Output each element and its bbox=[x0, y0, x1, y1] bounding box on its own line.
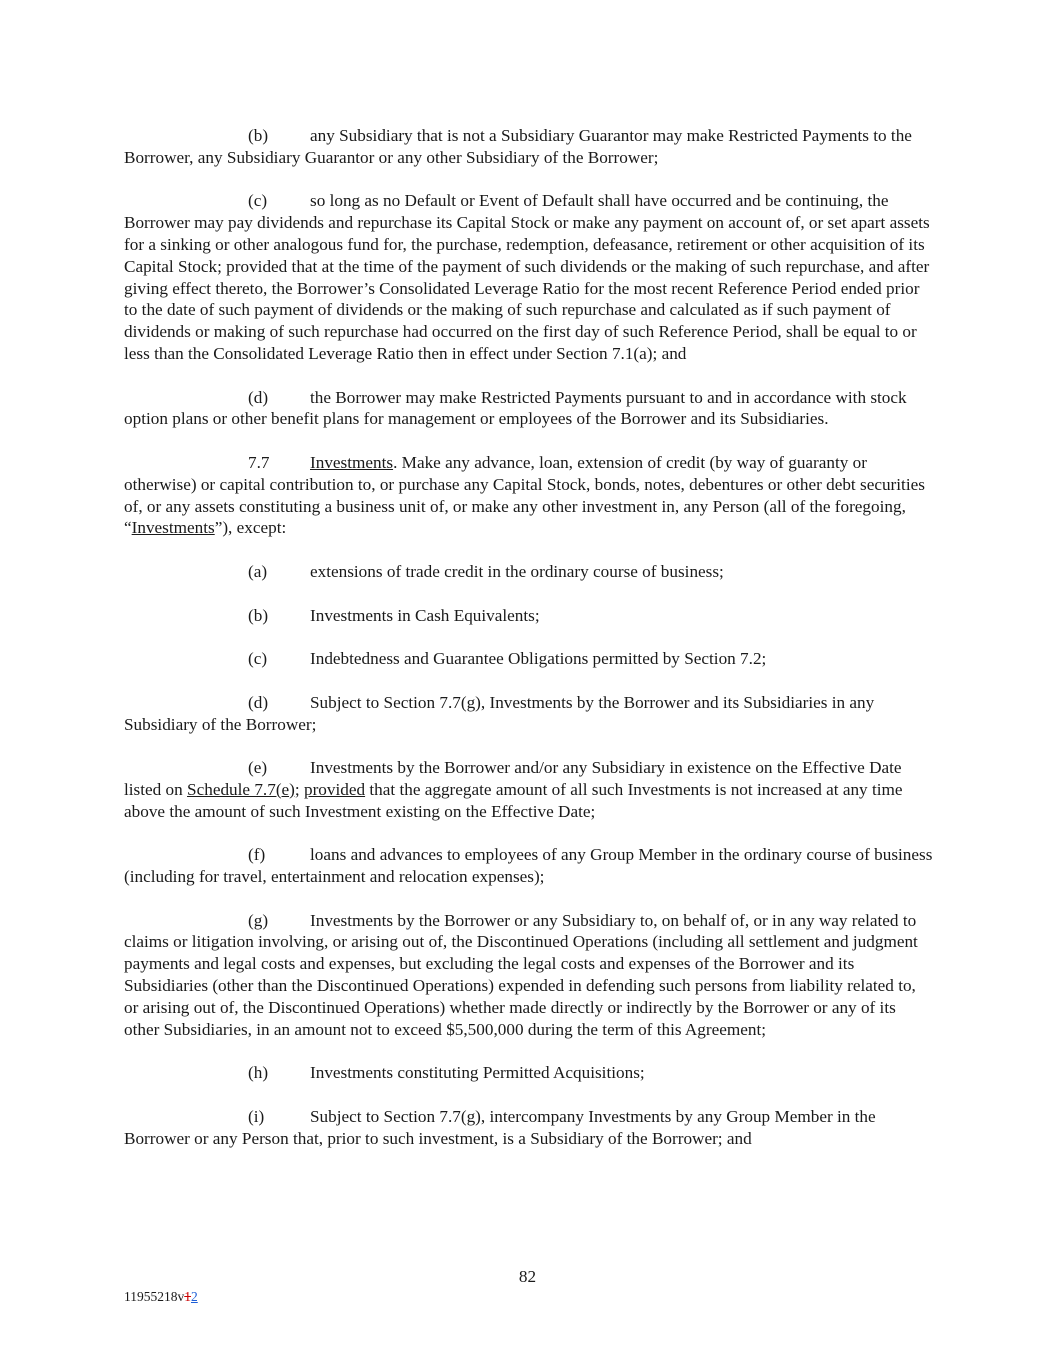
item-f bbox=[124, 844, 934, 888]
item-label: (g) bbox=[248, 910, 269, 930]
item-label: (i) bbox=[248, 1106, 265, 1126]
item-d bbox=[124, 692, 934, 736]
paragraph-text: any Subsidiary that is not a Subsidiary Guarantor may make Restricted Payments to the Borrower, any Subsidiary Guarantor or any other Subsidiary of the Borrower; bbox=[124, 126, 912, 167]
item-b bbox=[124, 605, 934, 627]
section-intro-end: ”), except: bbox=[214, 518, 287, 538]
item-text: Investments by the Borrower and/or any Subsidiary in existence on the Effective Date listed on bbox=[124, 758, 902, 799]
item-text: Indebtedness and Guarantee Obligations permitted by Section 7.2; bbox=[310, 649, 767, 669]
item-text: extensions of trade credit in the ordinary course of business; bbox=[310, 561, 724, 581]
deleted-version: 1 bbox=[184, 1289, 191, 1304]
paragraph-c bbox=[124, 190, 934, 364]
item-label: (a) bbox=[248, 561, 268, 581]
paragraph-text: the Borrower may make Restricted Payments pursuant to and in accordance with stock option plans or other benefit plans for management or employees of the Borrower and its Subsidiaries. bbox=[124, 387, 907, 429]
doc-id-prefix: 11955218v bbox=[124, 1289, 185, 1304]
document-page bbox=[124, 125, 934, 1171]
paragraph-label: (c) bbox=[248, 191, 268, 211]
section-7-7 bbox=[124, 452, 934, 539]
provided-term: provided bbox=[303, 779, 366, 799]
item-i bbox=[124, 1106, 934, 1150]
item-text-continued: that the aggregate amount of all such Investments is not increased at any time above the amount of such Investment existing on the Effective Date; bbox=[124, 779, 903, 821]
item-label: (e) bbox=[248, 758, 268, 778]
item-text: Subject to Section 7.7(g), intercompany Investments by any Group Member in the Borrower or any Person that, prior to such investment, is a Subsidiary of the Borrower; and bbox=[124, 1106, 876, 1148]
item-text: loans and advances to employees of any Group Member in the ordinary course of business (including for travel, entertainment and relocation expenses); bbox=[124, 845, 933, 887]
item-h bbox=[124, 1062, 934, 1084]
item-e bbox=[124, 757, 934, 822]
item-text: Investments in Cash Equivalents; bbox=[310, 605, 540, 625]
paragraph-d bbox=[124, 387, 934, 431]
page-number: 82 bbox=[518, 1267, 537, 1286]
section-heading: Investments bbox=[310, 452, 394, 472]
paragraph-text: so long as no Default or Event of Default shall have occurred and be continuing, the Borrower may pay dividends and repurchase its Capital Stock or make any payment on account of, or set apart assets for a sinking or other analogous fund for, the purchase, redemption, defeasance, retirement or other acquisition of its Capital Stock; provided that at the time of the payment of such dividends or the making of such repurchase, and after giving effect thereto, the Borrower’s Consolidated Leverage Ratio for the most recent Reference Period ended prior to the date of such payment of dividends or the making of such repurchase and calculated as if such payment of dividends or making of such repurchase had occurred on the first day of such Reference Period, shall be equal to or less than the Consolidated Leverage Ratio then in effect under Section 7.1(a); and bbox=[124, 191, 930, 363]
item-text: Investments constituting Permitted Acquisitions; bbox=[310, 1063, 645, 1083]
item-label: (f) bbox=[248, 845, 266, 865]
defined-term: Investments bbox=[131, 518, 215, 538]
item-label: (d) bbox=[248, 692, 269, 712]
section-intro-text: . Make any advance, loan, extension of credit (by way of guaranty or otherwise) or capital contribution to, or purchase any Capital Stock, bonds, notes, debentures or other debt securities of, or any assets constituting a business unit of, or make any other investment in, any Person (all of the foregoing, “ bbox=[124, 452, 925, 538]
section-number: 7.7 bbox=[248, 452, 270, 472]
document-id bbox=[124, 1286, 198, 1308]
item-c bbox=[124, 648, 934, 670]
paragraph-b bbox=[124, 125, 934, 169]
item-a bbox=[124, 561, 934, 583]
paragraph-label: (d) bbox=[248, 387, 269, 407]
item-text: Investments by the Borrower or any Subsidiary to, on behalf of, or in any way related to claims or litigation involving, or arising out of, the Discontinued Operations (including all settlement and judgment payments and legal costs and expenses, but excluding the legal costs and expenses of the Borrower and its Subsidiaries (other than the Discontinued Operations) expended in defending such persons from liability related to, or arising out of, the Discontinued Operations) whether made directly or indirectly by the Borrower or any of its other Subsidiaries, in an amount not to exceed $5,500,000 during the term of this Agreement; bbox=[124, 910, 918, 1039]
item-label: (b) bbox=[248, 605, 269, 625]
item-g bbox=[124, 910, 934, 1041]
schedule-reference: Schedule 7.7(e) bbox=[187, 779, 295, 799]
inserted-version: 2 bbox=[191, 1289, 198, 1304]
item-label: (h) bbox=[248, 1063, 269, 1083]
item-label: (c) bbox=[248, 649, 268, 669]
paragraph-label: (b) bbox=[248, 126, 269, 145]
item-text: Subject to Section 7.7(g), Investments by the Borrower and its Subsidiaries in any Subsidiary of the Borrower; bbox=[124, 692, 875, 734]
item-separator: ; bbox=[294, 779, 304, 799]
